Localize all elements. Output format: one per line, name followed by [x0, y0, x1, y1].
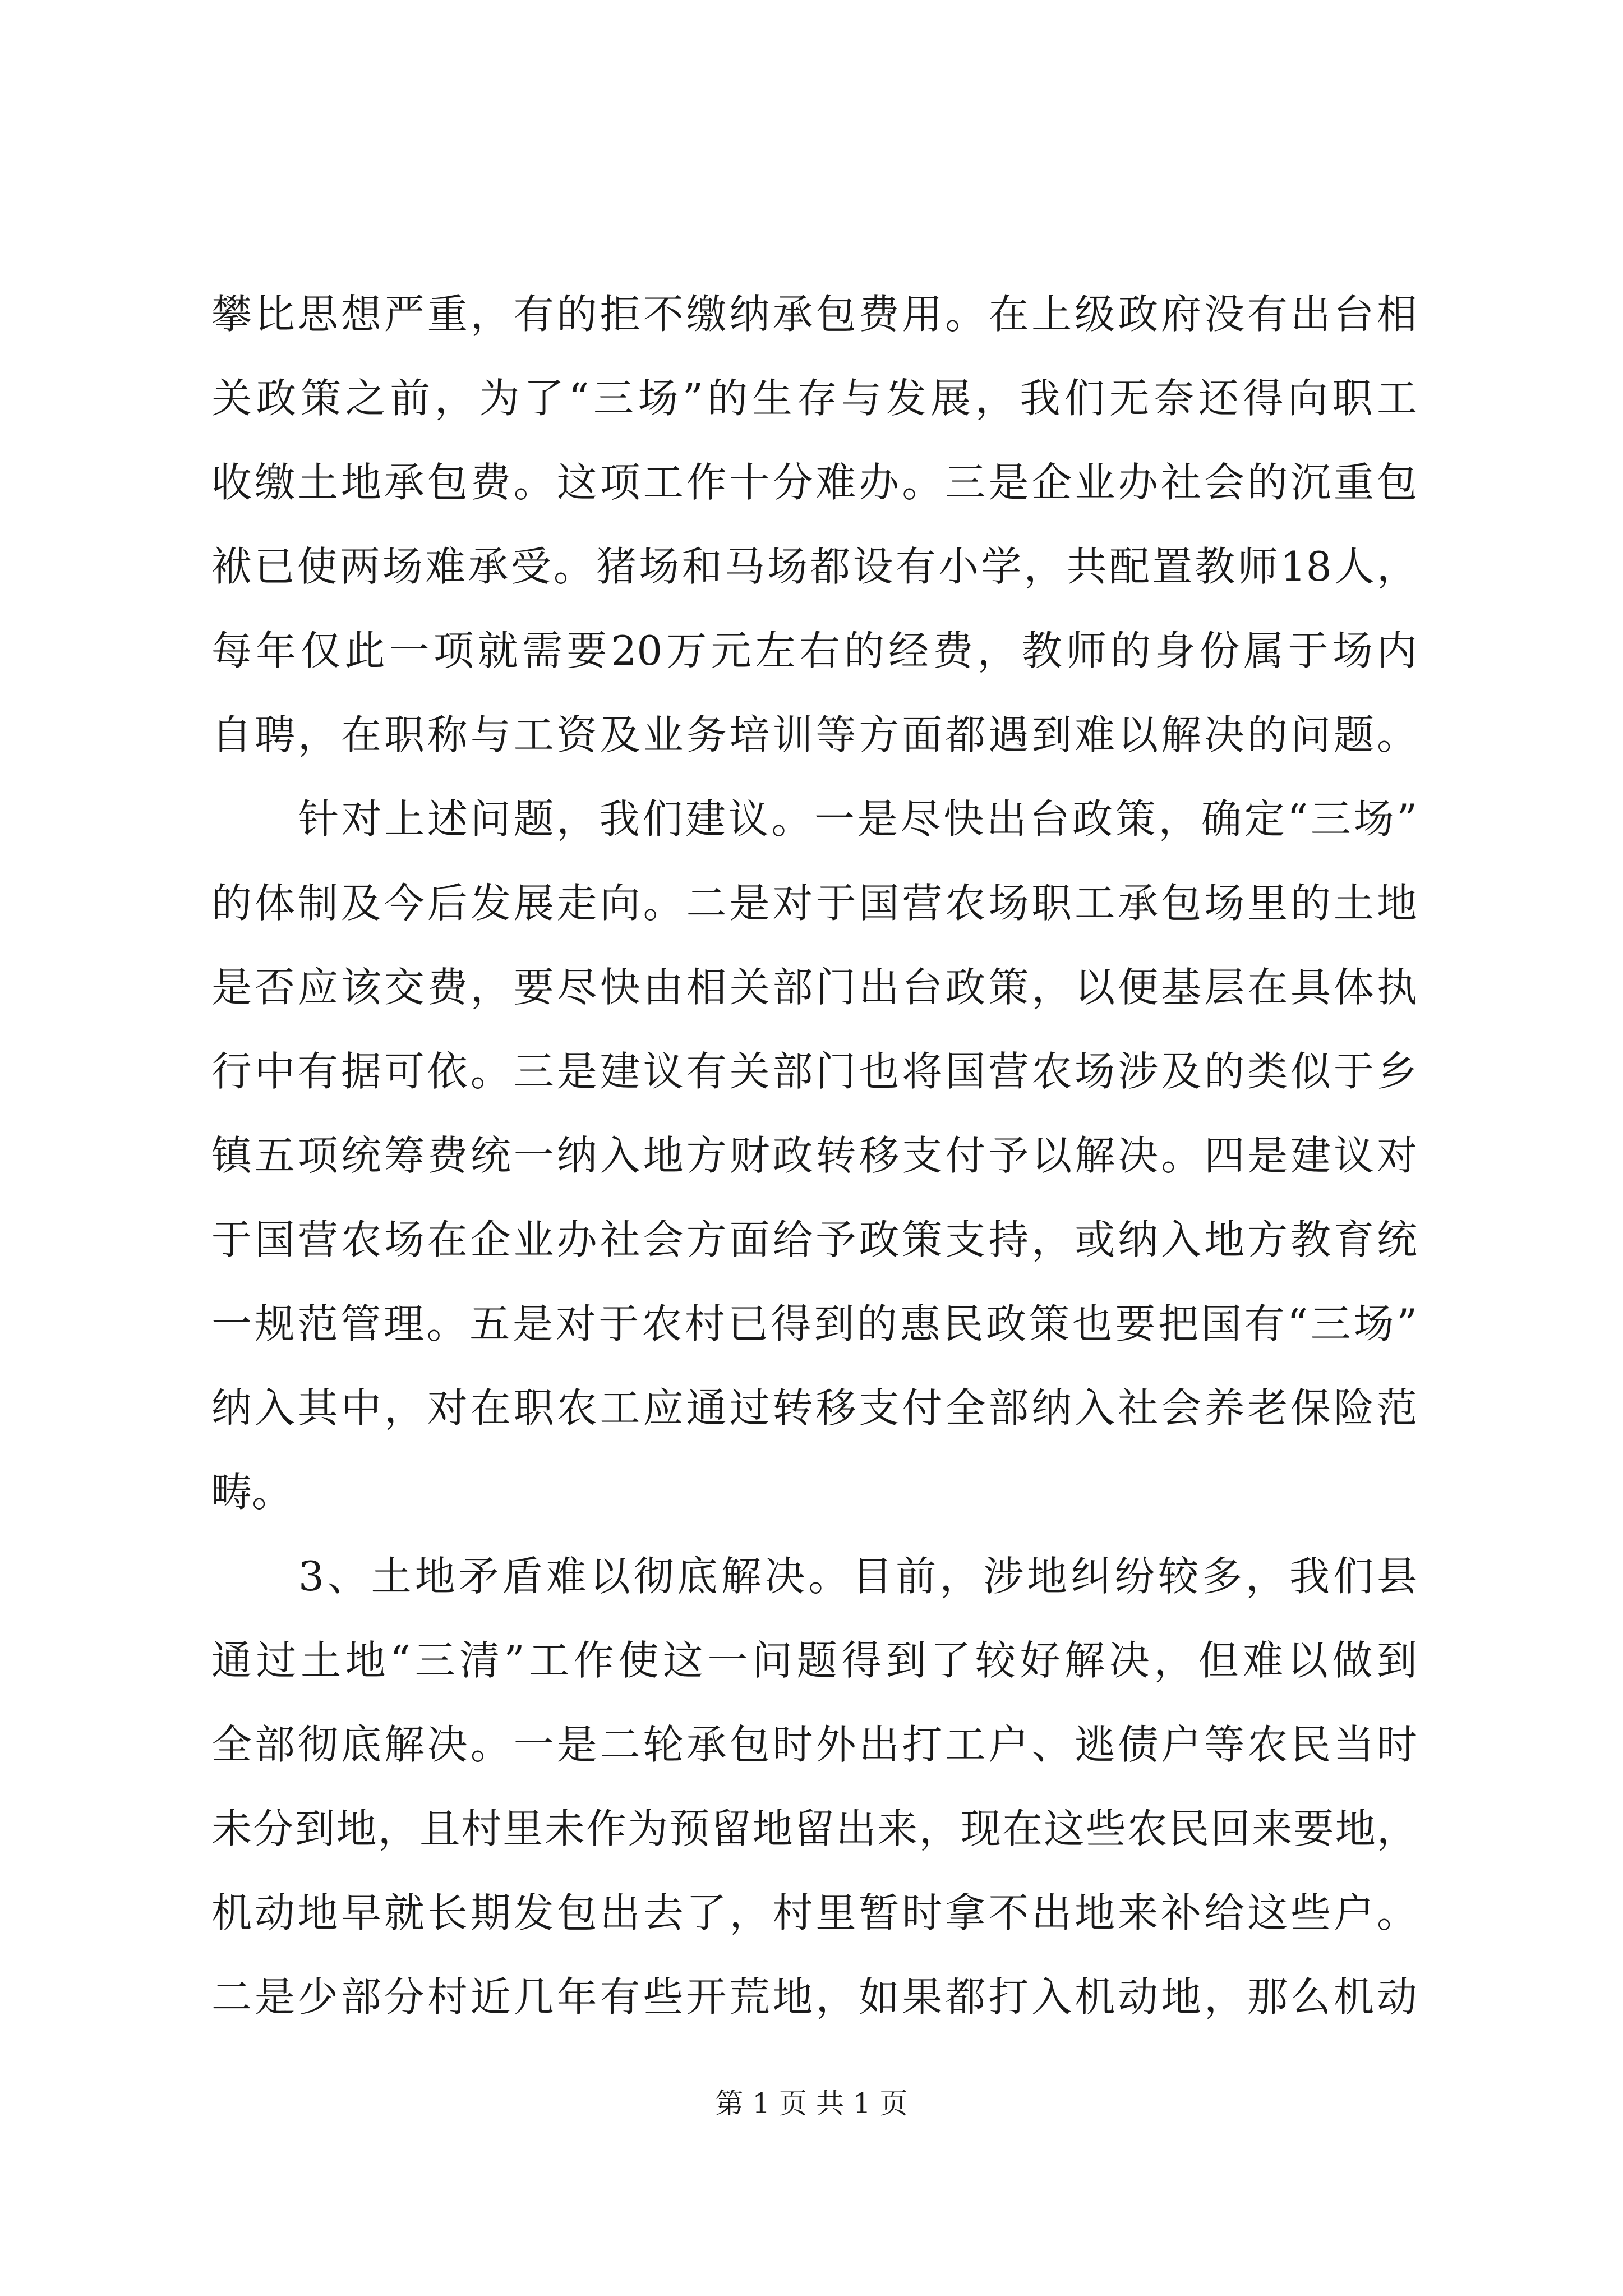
text-line: 袱已使两场难承受。猪场和马场都设有小学，共配置教师18人，	[211, 543, 1417, 590]
text-line: 是否应该交费，要尽快由相关部门出台政策，以便基层在具体执	[211, 964, 1417, 1011]
paragraph-start-line: 3、土地矛盾难以彻底解决。目前，涉地纠纷较多，我们县	[298, 1553, 1417, 1600]
text-line: 二是少部分村近几年有些开荒地，如果都打入机动地，那么机动	[211, 1973, 1417, 2021]
page-footer: 第 1 页 共 1 页	[715, 2087, 908, 2120]
text-line: 镇五项统筹费统一纳入地方财政转移支付予以解决。四是建议对	[211, 1132, 1417, 1179]
paragraph-end-line: 畴。	[211, 1469, 293, 1516]
text-line: 全部彻底解决。一是二轮承包时外出打工户、逃债户等农民当时	[211, 1721, 1417, 1768]
text-line: 的体制及今后发展走向。二是对于国营农场职工承包场里的土地	[211, 880, 1417, 927]
text-line: 机动地早就长期发包出去了，村里暂时拿不出地来补给这些户。	[211, 1889, 1417, 1936]
text-line: 通过土地“三清”工作使这一问题得到了较好解决，但难以做到	[211, 1637, 1417, 1684]
text-line: 行中有据可依。三是建议有关部门也将国营农场涉及的类似于乡	[211, 1048, 1417, 1095]
text-line: 攀比思想严重，有的拒不缴纳承包费用。在上级政府没有出台相	[211, 291, 1417, 338]
text-line: 未分到地，且村里未作为预留地留出来，现在这些农民回来要地，	[211, 1805, 1417, 1852]
text-line: 一规范管理。五是对于农村已得到的惠民政策也要把国有“三场”	[211, 1300, 1417, 1347]
text-line: 每年仅此一项就需要20万元左右的经费，教师的身份属于场内	[211, 627, 1417, 674]
text-line: 关政策之前，为了“三场”的生存与发展，我们无奈还得向职工	[211, 375, 1417, 422]
text-line: 收缴土地承包费。这项工作十分难办。三是企业办社会的沉重包	[211, 459, 1417, 506]
text-line: 纳入其中，对在职农工应通过转移支付全部纳入社会养老保险范	[211, 1384, 1417, 1432]
text-line: 于国营农场在企业办社会方面给予政策支持，或纳入地方教育统	[211, 1216, 1417, 1263]
text-line: 自聘，在职称与工资及业务培训等方面都遇到难以解决的问题。	[211, 711, 1417, 758]
paragraph-start-line: 针对上述问题，我们建议。一是尽快出台政策，确定“三场”	[298, 795, 1417, 843]
